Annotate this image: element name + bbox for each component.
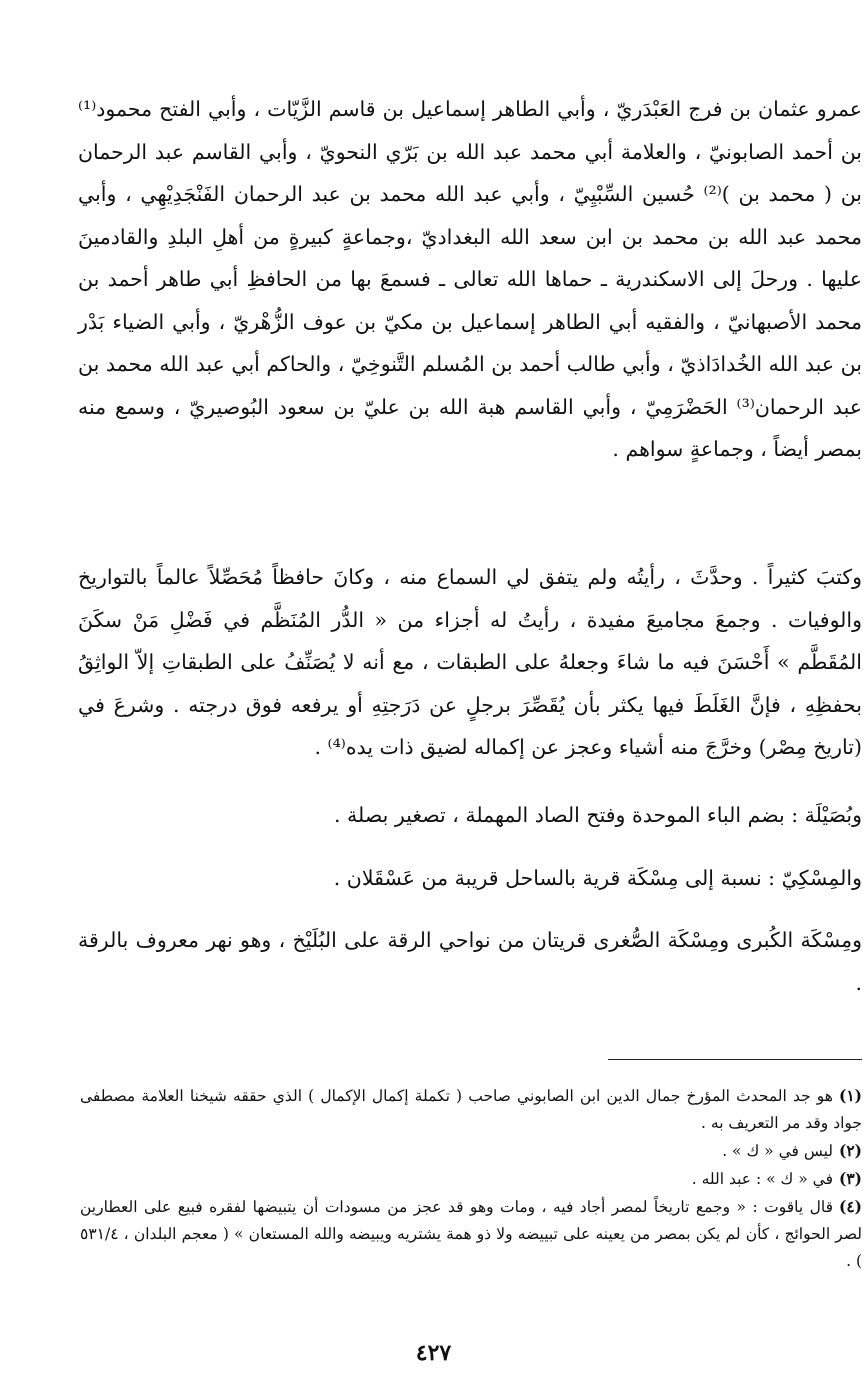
body-paragraph: والمِسْكِيّ : نسبة إلى مِسْكَة قرية بالساحل قريبة من عَسْقَلان . [333,865,862,890]
footnote-text: في « ك » : عبد الله . [691,1170,833,1188]
footnote-text: هو جد المحدث المؤرخ جمال الدين ابن الصابوني صاحب ( تكملة إكمال الإكمال ) الذي حققه شيخنا العلامة مصطفى جواد وقد مر التعريف به . [80,1087,862,1132]
footnote [80,1193,862,1275]
footnote-number: (٤) [838,1197,862,1216]
footnote-divider [608,1059,862,1060]
footnote-text: قال ياقوت : « وجمع تاريخاً لمصر أجاد فيه ، ومات وهو قد عجز من مسودات أن يتبيضها لفقره فبيع على العطارين لصر الحوائج ، كأن لم يكن بمصر من يعينه على تبييضه ولا ذو همة يشتريه ويبيضه والله المستعان » ( معجم البلدان ، ٥٣١/٤ ) . [80,1198,862,1270]
footnote [80,1137,862,1165]
footnotes [80,1082,862,1275]
body-paragraph: ومِسْكَة الكُبرى ومِسْكَة الصُّغرى قريتان من نواحي الرقة على البُلَيْخ ، وهو نهر معروف بالرقة . [78,928,862,995]
footnote-text: ليس في « ك » . [722,1142,833,1160]
page-number: ٤٢٧ [415,1340,452,1366]
footnote-number: (١) [838,1086,862,1105]
body-paragraph: عمرو عثمان بن فرج العَبْدَريّ ، وأبي الطاهر إسماعيل بن قاسم الزَّيّات ، وأبي الفتح محمود⁽¹⁾ بن أحمد الصابونيّ ، والعلامة أبي محمد عبد الله بن بَرّي النحويّ ، وأبي القاسم عبد الرحمان بن ( محمد بن )⁽²⁾ حُسين السِّبْيِيّ ، وأبي عبد الله محمد بن عبد الرحمان الفَنْجَدِيْهِي ، وأبي محمد عبد الله بن محمد بن ابن سعد الله البغداديّ ،وجماعةٍ كبيرةٍ من أهلِ البلدِ والقادمينَ عليها . ورحلَ إلى الاسكندرية ـ حماها الله تعالى ـ فسمعَ بها من الحافظِ أبي طاهر أحمد بن محمد الأصبهانيّ ، والفقيه أبي الطاهر إسماعيل بن مكيّ بن عوف الزُّهْريّ ، وأبي الضياء بَدْر بن عبد الله الخُدادَاذيّ ، وأبي طالب أحمد بن المُسلم التَّنوخِيّ ، والحاكم أبي عبد الله محمد بن عبد الرحمان⁽³⁾ الحَضْرَمِيّ ، وأبي القاسم هبة الله بن عليّ بن سعود البُوصيريّ ، وسمع منه بمصر أيضاً ، وجماعةٍ سواهم . [78,97,863,461]
footnote [80,1082,862,1137]
footnote-number: (٢) [838,1141,862,1160]
main-text [78,88,862,1004]
body-paragraph: وكتبَ كثيراً . وحدَّثَ ، رأيتُه ولم يتفق لي السماع منه ، وكانَ حافظاً مُحَصِّلاً عالماً بالتواريخ والوفيات . وجمعَ مجاميعَ مفيدة ، رأيتُ له أجزاء من « الدُّر المُنَظَّم في فَضْلِ مَنْ سكَنَ المُقَطَّم » أَحْسَنَ فيه ما شاءَ وجعلهُ على الطبقات ، مع أنه لا يُصَنِّفُ على الطبقاتِ إلاّ الواثِقُ بحفظِهِ ، فإنَّ الغَلَطَ فيها يكثر بأن يُقَصِّرَ برجلٍ عن دَرَجتِهِ أو يرفعه فوق درجته . وشرعَ في (تاريخ مِصْر) وخرَّجَ منه أشياء وعجز عن إكماله لضيق ذات يده⁽⁴⁾ . [78,565,862,759]
footnote [80,1165,862,1193]
body-paragraph: وبُصَيْلَة : بضم الباء الموحدة وفتح الصاد المهملة ، تصغير بصلة . [334,803,862,827]
footnote-number: (٣) [838,1169,862,1188]
